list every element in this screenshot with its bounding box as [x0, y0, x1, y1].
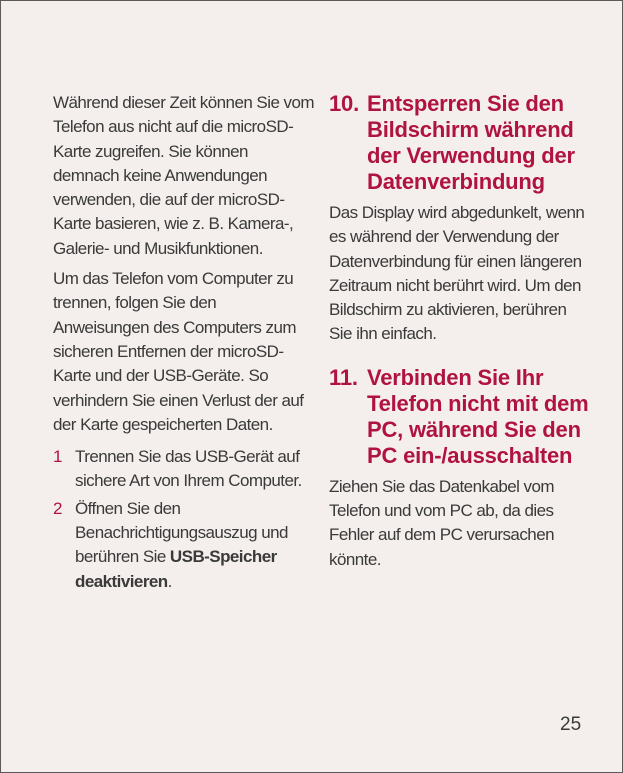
section-10-body: Das Display wird abgedunkelt, wenn es während der Verwendung der Datenverbindung für einen längeren Zeitraum nicht berührt wird. Um den Bildschirm zu aktivieren, berühren Sie ihn einfach. [329, 203, 585, 344]
right-column [329, 91, 591, 578]
section-title: Verbinden Sie Ihr Telefon nicht mit dem PC, während Sie den PC ein-/ausschalten [367, 364, 589, 468]
step-text-end: . [167, 571, 172, 591]
step-bold-option: USB-Speicher deaktivieren [75, 547, 277, 591]
paragraph-microsd-access: Während dieser Zeit können Sie vom Telefon aus nicht auf die microSD-Karte zugreifen. Sie können demnach keine Anwendungen verwenden, die auf der microSD-Karte basieren, wie z. B. Kamera-, Galerie- und Musikfunktionen. [53, 93, 314, 258]
section-11-body: Ziehen Sie das Datenkabel vom Telefon und vom PC ab, da dies Fehler auf dem PC verursachen könnte. [329, 476, 555, 569]
left-column [53, 91, 315, 597]
section-number: 10. [329, 91, 359, 116]
section-11-heading [329, 365, 591, 469]
section-number: 11. [329, 364, 358, 390]
step-number: 2 [53, 498, 62, 518]
step-item-2 [53, 497, 315, 594]
section-10-heading [329, 91, 591, 195]
step-text: Trennen Sie das USB-Gerät auf sichere Art von Ihrem Computer. [75, 447, 302, 491]
paragraph-disconnect-instructions: Um das Telefon vom Computer zu trennen, folgen Sie den Anweisungen des Computers zum sicheren Entfernen der microSD-Karte und der USB-Geräte. So verhindern Sie einen Verlust der auf der Karte gespeicherten Daten. [53, 269, 304, 434]
page-number: 25 [560, 714, 582, 735]
step-item-1 [53, 445, 315, 494]
section-title: Entsperren Sie den Bildschirm während der Verwendung der Datenverbindung [367, 91, 575, 194]
step-number: 1 [53, 447, 62, 467]
steps-list [53, 445, 315, 594]
step-text: Öffnen Sie den Benachrichtigungsauszug und berühren Sie [75, 498, 288, 567]
